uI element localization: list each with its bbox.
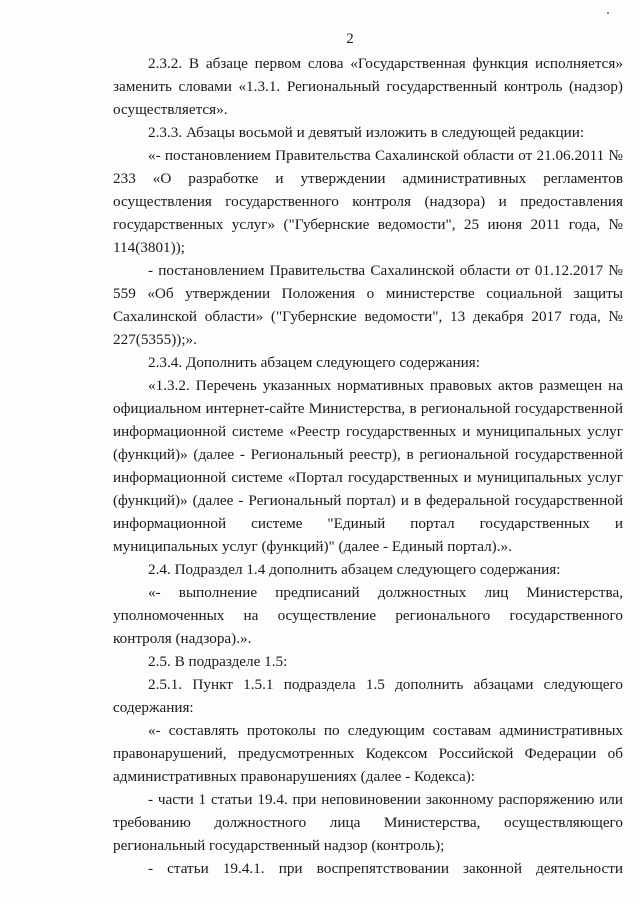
- paragraph-article-19-4-1: - статьи 19.4.1. при воспрепятствовании законной деятельности: [148, 860, 623, 877]
- page-number: 2: [346, 31, 354, 47]
- document-body: [113, 52, 623, 880]
- paragraph-article-19-4: - части 1 статьи 19.4. при неповиновении законному распоряжению или требованию должностного лица Министерства, осуществляющего региональный государственный надзор (контроль);: [113, 791, 623, 854]
- paragraph-2-4: 2.4. Подраздел 1.4 дополнить абзацем следующего содержания:: [148, 561, 561, 578]
- paragraph-protocols: «- составлять протоколы по следующим составам административных правонарушений, предусмотренных Кодексом Российской Федерации об административных правонарушениях (далее - Кодекса):: [113, 722, 623, 785]
- paragraph-resolution-559: - постановлением Правительства Сахалинской области от 01.12.2017 № 559 «Об утверждении Положения о министерстве социальной защиты Сахалинской области» ("Губернские ведомости", 13 декабря 2017 года, № 227(5355));».: [113, 262, 623, 348]
- paragraph-resolution-233: «- постановлением Правительства Сахалинской области от 21.06.2011 № 233 «О разработке и утверждении административных регламентов осуществления государственного контроля (надзора) и предоставления государственных услуг» ("Губернские ведомости", 25 июня 2011 года, № 114(3801));: [113, 147, 623, 256]
- paragraph-2-5-1: 2.5.1. Пункт 1.5.1 подраздела 1.5 дополнить абзацами следующего содержания:: [113, 676, 623, 716]
- paragraph-2-5: 2.5. В подразделе 1.5:: [148, 653, 288, 670]
- paragraph-2-3-3: 2.3.3. Абзацы восьмой и девятый изложить в следующей редакции:: [148, 124, 585, 141]
- paragraph-2-3-2: 2.3.2. В абзаце первом слова «Государственная функция исполняется» заменить словами «1.3.1. Региональный государственный контроль (надзор) осуществляется».: [113, 55, 623, 118]
- paragraph-prescriptions: «- выполнение предписаний должностных лиц Министерства, уполномоченных на осуществление регионального государственного контроля (надзора).».: [113, 584, 623, 647]
- scan-speck: [607, 12, 609, 14]
- paragraph-1-3-2: «1.3.2. Перечень указанных нормативных правовых актов размещен на официальном интернет-сайте Министерства, в региональной государственной информационной системе «Реестр государственных и муниципальных услуг (функций)» (далее - Региональный реестр), в региональной государственной информационной системе «Портал государственных и муниципальных услуг (функций)» (далее - Региональный портал) и в федеральной государственной информационной системе "Единый портал государственных и муниципальных услуг (функций)" (далее - Единый портал).».: [113, 377, 623, 555]
- paragraph-2-3-4: 2.3.4. Дополнить абзацем следующего содержания:: [148, 354, 480, 371]
